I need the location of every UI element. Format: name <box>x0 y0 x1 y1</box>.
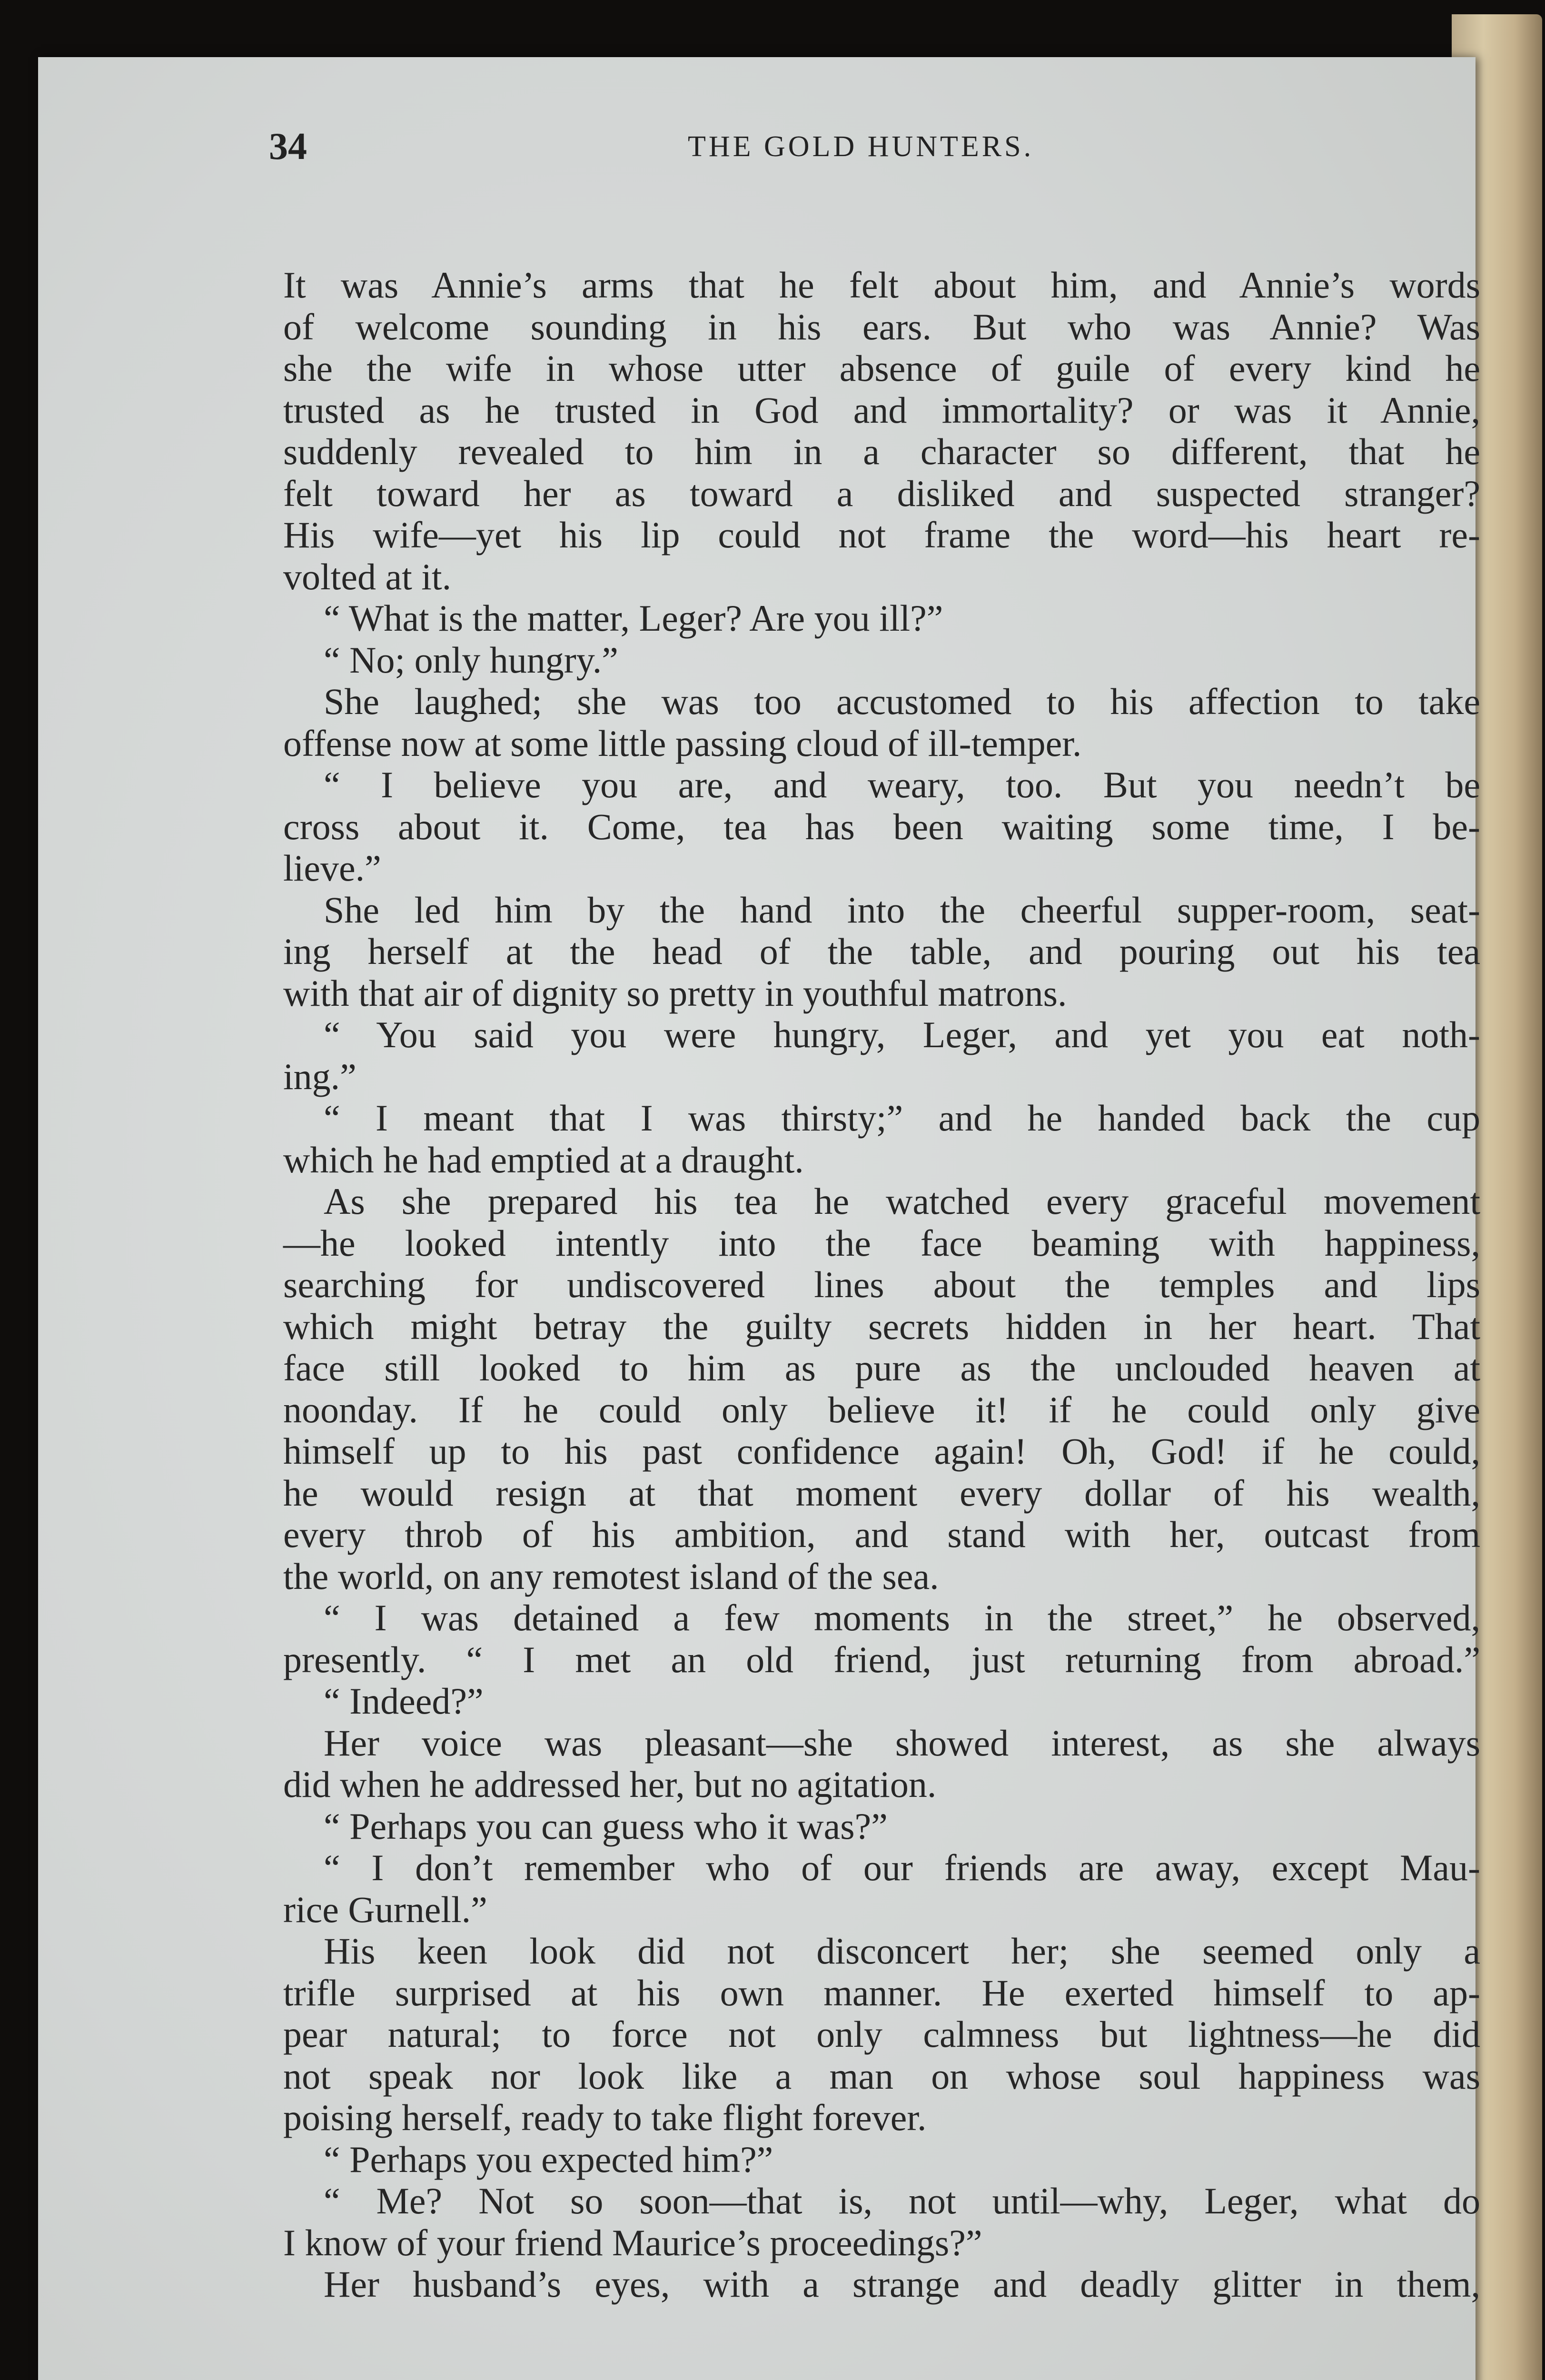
text-line: with that air of dignity so pretty in youthful matrons. <box>283 972 1067 1014</box>
text-line: rice Gurnell.” <box>283 1888 487 1930</box>
text-line: every throb of his ambition, and stand with her, outcast from <box>283 1514 1480 1555</box>
text-line: offense now at some little passing cloud of ill-temper. <box>283 722 1082 764</box>
text-line: “ I believe you are, and weary, too. But you needn’t be <box>324 764 1480 805</box>
text-line: lieve.” <box>283 847 381 889</box>
text-line: Her husband’s eyes, with a strange and deadly glitter in them, <box>324 2263 1480 2305</box>
text-line: cross about it. Come, tea has been waiting some time, I be- <box>283 805 1480 847</box>
text-line: searching for undiscovered lines about the temples and lips <box>283 1264 1480 1305</box>
page-header <box>269 120 1490 173</box>
text-line: he would resign at that moment every dollar of his wealth, <box>283 1472 1480 1514</box>
text-line: As she prepared his tea he watched every graceful movement <box>324 1180 1480 1222</box>
text-line: the world, on any remotest island of the sea. <box>283 1555 939 1597</box>
text-line: “ Perhaps you can guess who it was?” <box>324 1805 888 1847</box>
text-line: poising herself, ready to take flight forever. <box>283 2097 927 2138</box>
text-line: His keen look did not disconcert her; she seemed only a <box>324 1930 1480 1972</box>
text-line: trifle surprised at his own manner. He exerted himself to ap- <box>283 1972 1480 2013</box>
text-line: “ I was detained a few moments in the street,” he observed, <box>324 1597 1480 1638</box>
running-title: THE GOLD HUNTERS. <box>688 130 1034 163</box>
text-line: It was Annie’s arms that he felt about him, and Annie’s words <box>283 264 1480 306</box>
text-line: His wife—yet his lip could not frame the word—his heart re- <box>283 514 1480 555</box>
text-line: “ I meant that I was thirsty;” and he handed back the cup <box>324 1097 1480 1139</box>
text-line: ing.” <box>283 1055 357 1097</box>
text-line: noonday. If he could only believe it! if he could only give <box>283 1388 1480 1430</box>
text-line: himself up to his past confidence again! Oh, God! if he could, <box>283 1430 1480 1472</box>
text-line: not speak nor look like a man on whose soul happiness was <box>283 2055 1480 2097</box>
text-line: “ Perhaps you expected him?” <box>324 2138 773 2180</box>
text-line: Her voice was pleasant—she showed interest, as she always <box>324 1722 1480 1764</box>
text-line: “ You said you were hungry, Leger, and yet you eat noth- <box>324 1014 1480 1055</box>
page-number: 34 <box>269 126 307 168</box>
text-line: “ Indeed?” <box>324 1680 484 1722</box>
text-line: of welcome sounding in his ears. But who was Annie? Was <box>283 306 1480 347</box>
text-line: felt toward her as toward a disliked and suspected stranger? <box>283 472 1480 514</box>
text-line: which he had emptied at a draught. <box>283 1139 804 1180</box>
text-line: “ No; only hungry.” <box>324 639 618 681</box>
body-text <box>283 264 1480 2305</box>
text-line: pear natural; to force not only calmness but lightness—he did <box>283 2013 1480 2055</box>
text-line: which might betray the guilty secrets hidden in her heart. That <box>283 1305 1480 1347</box>
text-line: “ What is the matter, Leger? Are you ill?” <box>324 597 943 639</box>
text-line: presently. “ I met an old friend, just returning from abroad.” <box>283 1638 1480 1680</box>
text-line: She led him by the hand into the cheerful supper-room, seat- <box>324 889 1480 931</box>
text-line: ing herself at the head of the table, and pouring out his tea <box>283 931 1480 972</box>
text-line: she the wife in whose utter absence of guile of every kind he <box>283 347 1480 389</box>
text-line: —he looked intently into the face beaming with happiness, <box>283 1222 1480 1264</box>
text-line: “ I don’t remember who of our friends are away, except Mau- <box>324 1847 1480 1888</box>
text-line: trusted as he trusted in God and immortality? or was it Annie, <box>283 389 1480 431</box>
text-line: She laughed; she was too accustomed to his affection to take <box>324 681 1480 722</box>
text-line: suddenly revealed to him in a character so different, that he <box>283 431 1480 472</box>
text-line: “ Me? Not so soon—that is, not until—why, Leger, what do <box>324 2180 1480 2221</box>
text-line: I know of your friend Maurice’s proceedings?” <box>283 2221 982 2263</box>
text-line: volted at it. <box>283 555 452 597</box>
text-line: did when he addressed her, but no agitation. <box>283 1764 937 1805</box>
text-line: face still looked to him as pure as the unclouded heaven at <box>283 1347 1480 1388</box>
